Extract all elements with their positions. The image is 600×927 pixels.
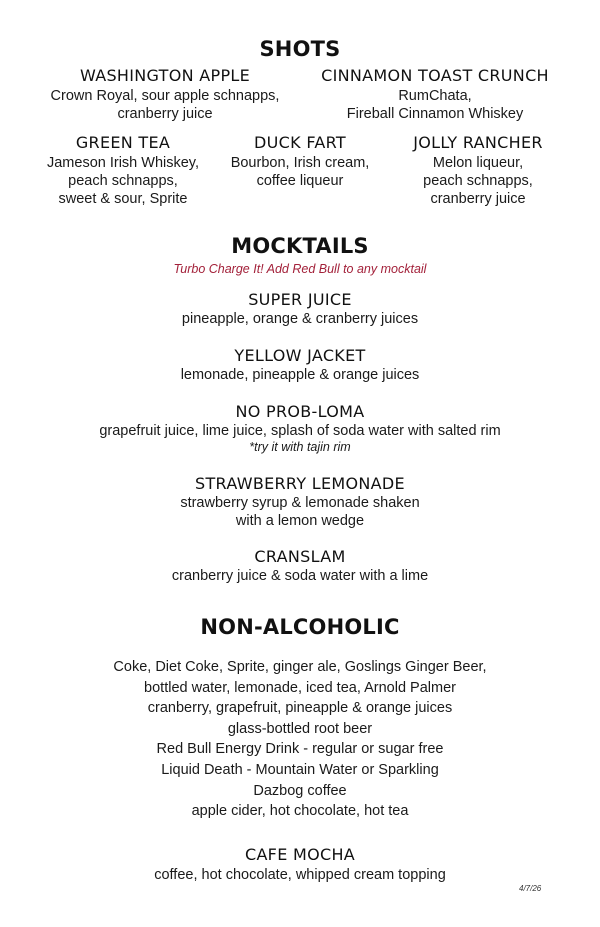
item-description: coffee, hot chocolate, whipped cream topping (154, 867, 446, 883)
item-name: JOLLY RANCHER (413, 133, 543, 152)
item-name: YELLOW JACKET (234, 346, 366, 365)
item-name: WASHINGTON APPLE (79, 66, 251, 85)
desc-line: strawberry syrup & lemonade shaken (180, 495, 420, 511)
non-alcoholic-heading: NON-ALCOHOLIC (200, 615, 400, 639)
desc-line: peach schnapps, (68, 173, 178, 189)
item-description (15, 87, 315, 123)
shots-heading: SHOTS (259, 37, 341, 61)
desc-line: Melon liqueur, (432, 155, 524, 171)
list-item: cranberry, grapefruit, pineapple & orange juices (147, 700, 453, 717)
item-description: pineapple, orange & cranberry juices (181, 311, 419, 327)
list-item: Dazbog coffee (253, 782, 347, 799)
item-name: CINNAMON TOAST CRUNCH (321, 66, 549, 85)
item-name: CAFE MOCHA (244, 845, 356, 864)
desc-line: cranberry juice (430, 191, 526, 207)
desc-line: Bourbon, Irish cream, (230, 155, 370, 171)
item-description (285, 87, 585, 123)
mocktails-heading: MOCKTAILS (231, 234, 369, 258)
item-description: cranberry juice & soda water with a lime (171, 568, 429, 584)
item-name: DUCK FART (254, 133, 346, 152)
menu-date: 4/7/26 (519, 884, 542, 893)
desc-line: sweet & sour, Sprite (58, 191, 188, 207)
tajin-tip: *try it with tajin rim (249, 440, 351, 454)
item-name: GREEN TEA (75, 133, 171, 152)
desc-line: coffee liqueur (256, 173, 344, 189)
desc-line: peach schnapps, (423, 173, 533, 189)
list-item: apple cider, hot chocolate, hot tea (191, 803, 409, 820)
desc-line: Jameson Irish Whiskey, (46, 155, 200, 171)
list-item: glass-bottled root beer (227, 720, 373, 737)
desc-line: cranberry juice (117, 106, 213, 122)
desc-line: with a lemon wedge (235, 513, 365, 529)
item-description (23, 154, 223, 208)
list-item: Red Bull Energy Drink - regular or sugar free (156, 741, 444, 758)
non-alcoholic-list (0, 657, 600, 822)
item-description (378, 154, 578, 208)
item-description: grapefruit juice, lime juice, splash of soda water with salted rim (99, 423, 501, 439)
list-item: Liquid Death - Mountain Water or Sparkling (161, 761, 439, 778)
item-name: SUPER JUICE (248, 290, 352, 309)
item-description (0, 494, 600, 530)
turbo-charge-note: Turbo Charge It! Add Red Bull to any mocktail (173, 262, 427, 276)
item-name: CRANSLAM (254, 547, 346, 566)
item-description (200, 154, 400, 190)
desc-line: Fireball Cinnamon Whiskey (346, 106, 524, 122)
item-name: STRAWBERRY LEMONADE (195, 474, 405, 493)
list-item: Coke, Diet Coke, Sprite, ginger ale, Goslings Ginger Beer, (113, 659, 487, 675)
desc-line: Crown Royal, sour apple schnapps, (50, 88, 280, 104)
desc-line: RumChata, (398, 88, 472, 104)
list-item: bottled water, lemonade, iced tea, Arnold Palmer (144, 679, 456, 696)
item-name: NO PROB-LOMA (235, 402, 365, 421)
item-description: lemonade, pineapple & orange juices (180, 367, 420, 383)
